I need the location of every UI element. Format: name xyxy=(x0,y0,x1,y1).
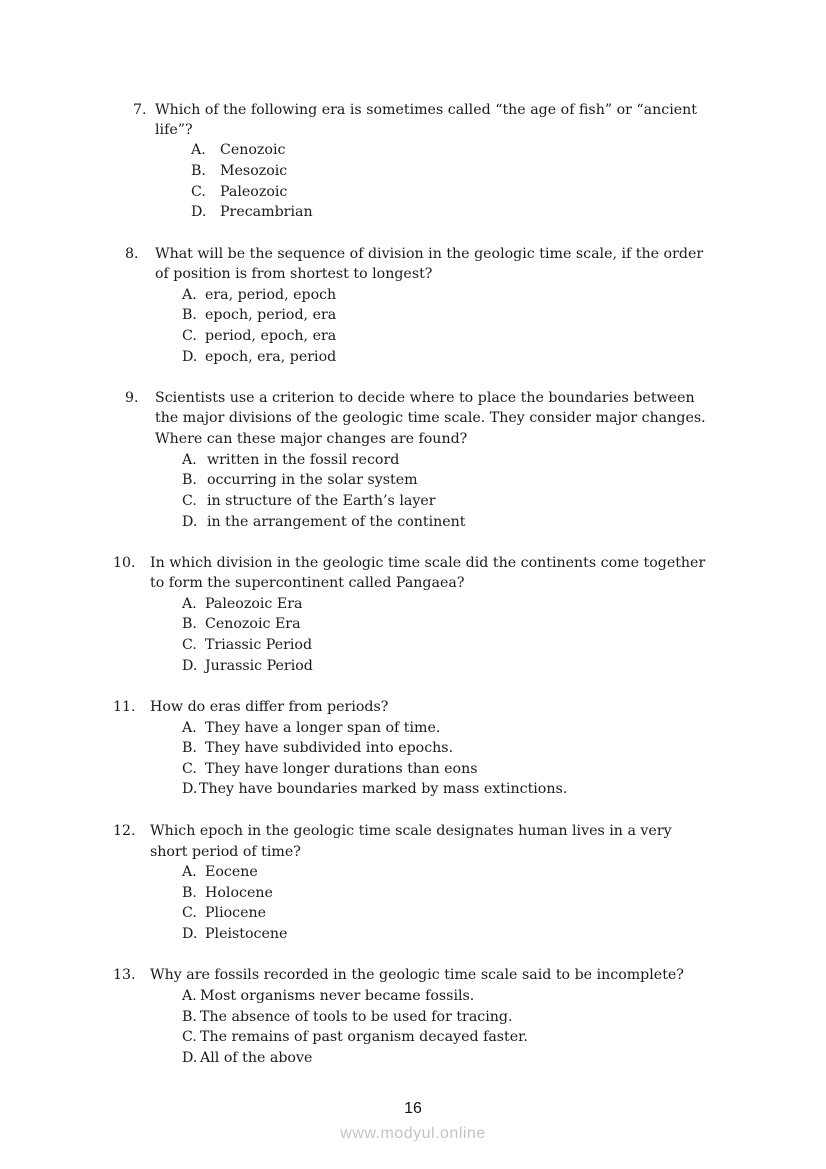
option-text: Mesozoic xyxy=(220,163,288,179)
option-letter: C. xyxy=(182,761,197,777)
option-letter: D. xyxy=(182,781,198,797)
option-letter: A. xyxy=(182,988,197,1004)
option-text: Pleistocene xyxy=(205,926,288,942)
option-text: Paleozoic xyxy=(220,184,288,200)
question-text: Which of the following era is sometimes called “the age of fish” or “ancient xyxy=(155,102,697,118)
option-text: in the arrangement of the continent xyxy=(207,514,466,530)
question-number: 8. xyxy=(125,246,139,262)
page-number: 16 xyxy=(404,1100,422,1117)
option-letter: D. xyxy=(182,658,198,674)
option-letter: A. xyxy=(182,720,197,736)
question-text: In which division in the geologic time scale did the continents come together xyxy=(150,555,706,571)
option-letter: B. xyxy=(182,885,197,901)
option-letter: B. xyxy=(191,163,206,179)
option-letter: C. xyxy=(182,328,197,344)
option-letter: C. xyxy=(182,637,197,653)
question-text: Which epoch in the geologic time scale designates human lives in a very xyxy=(150,823,672,839)
option-text: written in the fossil record xyxy=(207,452,400,468)
question-text: Why are fossils recorded in the geologic time scale said to be incomplete? xyxy=(150,967,684,983)
option-letter: B. xyxy=(182,307,197,323)
option-text: Holocene xyxy=(205,885,273,901)
question-number: 12. xyxy=(113,823,136,839)
option-text: epoch, era, period xyxy=(205,349,337,365)
question-text: to form the supercontinent called Pangaea? xyxy=(150,575,465,591)
option-text: They have boundaries marked by mass extinctions. xyxy=(199,781,568,797)
question-text: Scientists use a criterion to decide where to place the boundaries between xyxy=(155,390,695,406)
option-letter: B. xyxy=(182,740,197,756)
option-letter: D. xyxy=(182,349,198,365)
question-text: What will be the sequence of division in the geologic time scale, if the order xyxy=(155,246,704,262)
option-text: All of the above xyxy=(200,1050,313,1066)
question-text: of position is from shortest to longest? xyxy=(155,266,433,282)
option-letter: C. xyxy=(182,905,197,921)
question-text: the major divisions of the geologic time scale. They consider major changes. xyxy=(155,410,706,426)
option-text: Jurassic Period xyxy=(205,658,313,674)
option-letter: B. xyxy=(182,472,197,488)
option-letter: A. xyxy=(182,864,197,880)
option-text: occurring in the solar system xyxy=(207,472,418,488)
option-letter: A. xyxy=(182,452,197,468)
option-letter: D. xyxy=(182,1050,198,1066)
option-text: Paleozoic Era xyxy=(205,596,303,612)
option-letter: D. xyxy=(182,926,198,942)
question-text: How do eras differ from periods? xyxy=(150,699,389,715)
option-text: Pliocene xyxy=(205,905,267,921)
option-text: epoch, period, era xyxy=(205,307,337,323)
question-number: 13. xyxy=(113,967,136,983)
option-text: era, period, epoch xyxy=(205,287,337,303)
option-letter: C. xyxy=(191,184,206,200)
question-number: 9. xyxy=(125,390,139,406)
question-text: Where can these major changes are found? xyxy=(155,431,468,447)
option-text: Eocene xyxy=(205,864,258,880)
option-letter: C. xyxy=(182,1029,197,1045)
option-text: They have subdivided into epochs. xyxy=(205,740,454,756)
question-text: short period of time? xyxy=(150,844,301,860)
option-letter: B. xyxy=(182,1009,197,1025)
option-text: Most organisms never became fossils. xyxy=(200,988,475,1004)
option-text: They have a longer span of time. xyxy=(205,720,441,736)
option-letter: D. xyxy=(182,514,198,530)
question-number: 11. xyxy=(113,699,136,715)
option-letter: A. xyxy=(191,142,206,158)
option-text: period, epoch, era xyxy=(205,328,337,344)
option-text: Triassic Period xyxy=(205,637,313,653)
option-letter: D. xyxy=(191,204,207,220)
option-text: The absence of tools to be used for tracing. xyxy=(200,1009,513,1025)
question-number: 7. xyxy=(133,102,147,118)
option-text: They have longer durations than eons xyxy=(205,761,478,777)
option-letter: A. xyxy=(182,596,197,612)
option-letter: C. xyxy=(182,493,197,509)
option-text: The remains of past organism decayed faster. xyxy=(200,1029,528,1045)
option-text: Precambrian xyxy=(220,204,313,220)
option-text: Cenozoic Era xyxy=(205,616,301,632)
option-text: Cenozoic xyxy=(220,142,286,158)
question-text: life”? xyxy=(155,122,193,138)
option-text: in structure of the Earth’s layer xyxy=(207,493,436,509)
watermark: www.modyul.online xyxy=(340,1125,486,1142)
option-letter: A. xyxy=(182,287,197,303)
option-letter: B. xyxy=(182,616,197,632)
question-number: 10. xyxy=(113,555,136,571)
